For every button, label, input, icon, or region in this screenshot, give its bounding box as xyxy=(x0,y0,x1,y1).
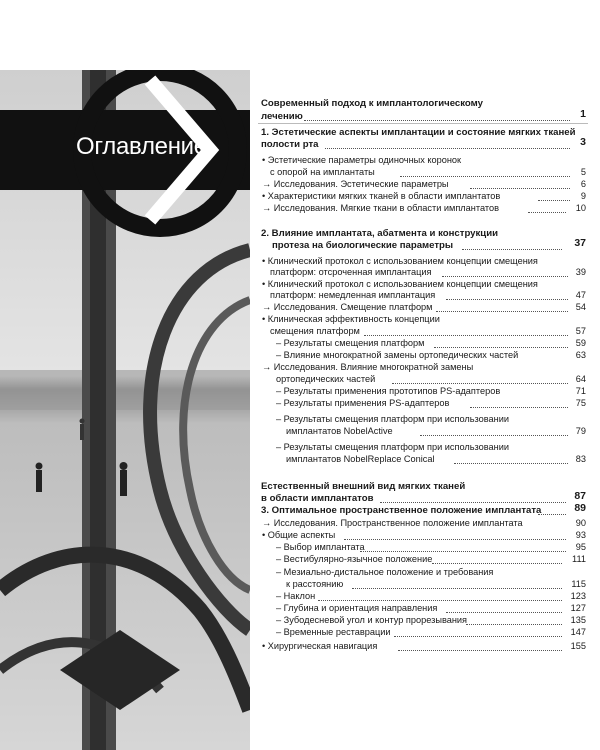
toc-entry[interactable]: – Выбор имплантата xyxy=(276,542,365,552)
toc-page: 37 xyxy=(574,237,586,249)
toc-entry[interactable]: лечению xyxy=(261,111,303,122)
toc-page: 6 xyxy=(580,179,586,189)
toc-entry[interactable]: → Исследования. Влияние многократной замены xyxy=(262,362,474,372)
toc-entry[interactable]: Современный подход к имплантологическому xyxy=(261,98,483,109)
toc-entry[interactable]: Естественный внешний вид мягких тканей xyxy=(261,481,466,492)
toc-entry[interactable]: 2. Влияние имплантата, абатмента и конструкции xyxy=(261,228,499,239)
toc-entry[interactable]: → Исследования. Смещение платформ xyxy=(262,302,433,312)
toc-entry[interactable]: имплантатов NobelReplace Conical xyxy=(286,454,435,464)
toc-page: 10 xyxy=(575,203,586,213)
toc-page: 79 xyxy=(575,426,586,436)
toc-entry[interactable]: к расстоянию xyxy=(286,579,344,589)
toc-page: 39 xyxy=(575,267,586,277)
toc-page: 54 xyxy=(575,302,586,312)
toc-page: 95 xyxy=(575,542,586,552)
toc-entry[interactable]: – Глубина и ориентация направления xyxy=(276,603,438,613)
toc-page: 75 xyxy=(575,398,586,408)
toc-page: 1 xyxy=(580,108,586,120)
toc-page: 127 xyxy=(570,603,586,613)
toc-entry[interactable]: – Результаты смещения платформ при использовании xyxy=(276,414,509,424)
toc-page: 135 xyxy=(570,615,586,625)
toc-entry[interactable]: смещения платформ xyxy=(270,326,360,336)
toc-entry[interactable]: – Вестибулярно-язычное положение xyxy=(276,554,433,564)
page-title: Оглавление xyxy=(76,133,207,160)
toc-page: 5 xyxy=(580,167,586,177)
toc-page: 111 xyxy=(572,554,586,564)
toc-page: 87 xyxy=(574,490,586,502)
toc-page: 123 xyxy=(570,591,586,601)
toc-page: 89 xyxy=(574,502,586,514)
toc-page: 59 xyxy=(575,338,586,348)
toc-entry[interactable]: протеза на биологические параметры xyxy=(272,240,454,251)
toc-page: 64 xyxy=(575,374,586,384)
toc-entry[interactable]: – Наклон xyxy=(276,591,316,601)
toc-entry[interactable]: – Результаты применения PS-адаптеров xyxy=(276,398,450,408)
toc-entry[interactable]: → Исследования. Мягкие ткани в области имплантатов xyxy=(262,203,499,213)
toc-page: 93 xyxy=(575,530,586,540)
toc-entry[interactable]: полости рта xyxy=(261,139,319,150)
toc-entry[interactable]: • Клиническая эффективность концепции xyxy=(262,314,440,324)
toc-page: 115 xyxy=(571,579,586,589)
toc-entry[interactable]: имплантатов NobelActive xyxy=(286,426,393,436)
toc-page: 155 xyxy=(570,641,586,651)
toc-entry[interactable]: с опорой на имплантаты xyxy=(270,167,375,177)
toc-entry[interactable]: в области имплантатов xyxy=(261,493,374,504)
toc-entry[interactable]: • Клинический протокол с использованием концепции смещения xyxy=(262,279,538,289)
toc-entry[interactable]: платформ: немедленная имплантация xyxy=(270,290,436,300)
toc-entry[interactable]: – Влияние многократной замены ортопедических частей xyxy=(276,350,519,360)
toc-entry[interactable]: ортопедических частей xyxy=(276,374,376,384)
toc-entry[interactable]: → Исследования. Эстетические параметры xyxy=(262,179,449,189)
toc-page: 90 xyxy=(575,518,586,528)
toc-entry[interactable]: • Общие аспекты xyxy=(262,530,336,540)
toc-entry[interactable]: • Эстетические параметры одиночных коронок xyxy=(262,155,462,165)
toc-page: 71 xyxy=(575,386,586,396)
toc-entry[interactable]: – Зубодесневой угол и контур прорезывания xyxy=(276,615,468,625)
toc-entry[interactable]: • Клинический протокол с использованием концепции смещения xyxy=(262,256,538,266)
toc-entry[interactable]: → Исследования. Пространственное положение имплантата xyxy=(262,518,523,528)
toc-page: 63 xyxy=(575,350,586,360)
toc-page: 83 xyxy=(575,454,586,464)
toc-entry[interactable]: – Результаты применения прототипов PS-адаптеров xyxy=(276,386,501,396)
toc-page: 147 xyxy=(570,627,586,637)
toc-page: 3 xyxy=(580,136,586,148)
toc-page: 57 xyxy=(575,326,586,336)
toc-entry[interactable]: – Результаты смещения платформ при использовании xyxy=(276,442,509,452)
toc-entry[interactable]: 3. Оптимальное пространственное положение имплантата xyxy=(261,505,542,516)
toc-entry[interactable]: – Мезиально-дистальное положение и требования xyxy=(276,567,494,577)
toc-page: 9 xyxy=(580,191,586,201)
toc-entry[interactable]: платформ: отсроченная имплантация xyxy=(270,267,432,277)
toc-entry[interactable]: – Временные реставрации xyxy=(276,627,391,637)
toc-page: 47 xyxy=(575,290,586,300)
toc-entry[interactable]: • Характеристики мягких тканей в области имплантатов xyxy=(262,191,501,201)
toc-entry[interactable]: 1. Эстетические аспекты имплантации и состояние мягких тканей xyxy=(261,127,576,138)
toc-entry[interactable]: – Результаты смещения платформ xyxy=(276,338,425,348)
toc-entry[interactable]: • Хирургическая навигация xyxy=(262,641,378,651)
